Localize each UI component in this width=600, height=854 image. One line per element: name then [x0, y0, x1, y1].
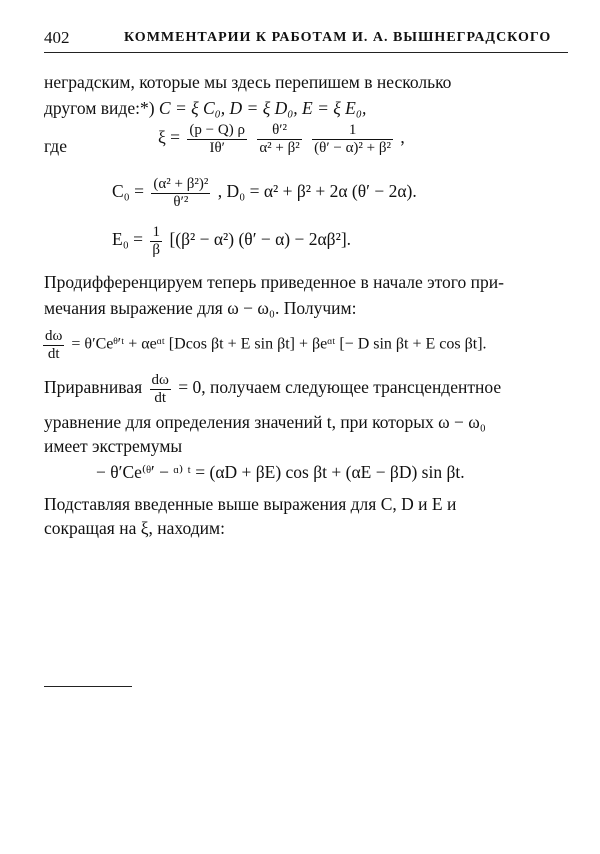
text-line: сокращая на ξ, находим: — [44, 518, 225, 538]
running-title: КОММЕНТАРИИ К РАБОТАМ И. А. ВЫШНЕГРАДСКОГО — [124, 30, 552, 45]
where-label: где — [44, 136, 67, 156]
fraction: $\frac{1}{\text{(θ′ − α)² + β²}}$ — [314, 122, 392, 156]
footnote-rule — [44, 686, 132, 687]
equation-c0-d0: C₀ = $\frac{\text{(α² + β²)²}}{\text{θ′²}}$ , D₀ = α² + β² + 2α (θ′ − 2α). — [112, 176, 417, 210]
text-line: мечания выражение для ω − ω₀. Получим: — [44, 298, 357, 318]
text-line: Продифференцируем теперь приведенное в начале этого при- — [44, 272, 504, 292]
formula: C = ξ C₀, D = ξ D₀, E = ξ E₀, — [158, 98, 367, 118]
equation-extrema: − θ′Ce⁽ᶿ′ − ᵅ⁾ ᵗ = (αD + βE) cos βt + (αE − βD) sin βt. — [96, 462, 465, 482]
fraction: $\frac{(p - Q) \rho}{I\theta'}$ — [189, 122, 245, 156]
text-line: имеет экстремумы — [44, 436, 183, 456]
text-line: Приравнивая $\frac{d\omega}{dt}$ = 0, получаем следующее трансцендентное — [44, 372, 502, 406]
equation-xi: ξ = $\frac{(p - Q) \rho}{I\theta'}$ $\frac{\text{θ′²}}{\text{α² + β²}}$ $\frac{1}{\text{(θ′ − α)² + β²}}$ , — [158, 122, 405, 156]
equation-e0: E₀ = $\frac{1}{\beta}$ [(β² − α²) (θ′ − α) − 2αβ²]. — [112, 224, 352, 258]
text-line: Подставляя введенные выше выражения для C, D и E и — [44, 494, 457, 514]
page-number: 402 — [44, 28, 70, 47]
equation-derivative: $\frac{d\omega}{dt}$ = θ′Ceᶿ′ᵗ + αeᵅᵗ [Dcos βt + E sin βt] + βeᵅᵗ [− D sin βt + E cos βt]. — [45, 328, 487, 362]
fraction: $\frac{\text{θ′²}}{\text{α² + β²}}$ — [259, 122, 300, 156]
text-line: уравнение для определения значений t, при которых ω − ω₀ — [44, 412, 486, 432]
fraction: $\frac{1}{\beta}$ — [152, 224, 161, 258]
fraction: $\frac{d\omega}{dt}$ — [151, 372, 169, 406]
page-header — [44, 22, 568, 53]
text-line: другом виде:*) C = ξ C₀, D = ξ D₀, E = ξ E₀, — [44, 98, 367, 118]
fraction: $\frac{d\omega}{dt}$ — [45, 328, 63, 362]
fraction: $\frac{\text{(α² + β²)²}}{\text{θ′²}}$ — [153, 176, 209, 210]
text-line: неградским, которые мы здесь перепишем в несколько — [44, 72, 452, 92]
